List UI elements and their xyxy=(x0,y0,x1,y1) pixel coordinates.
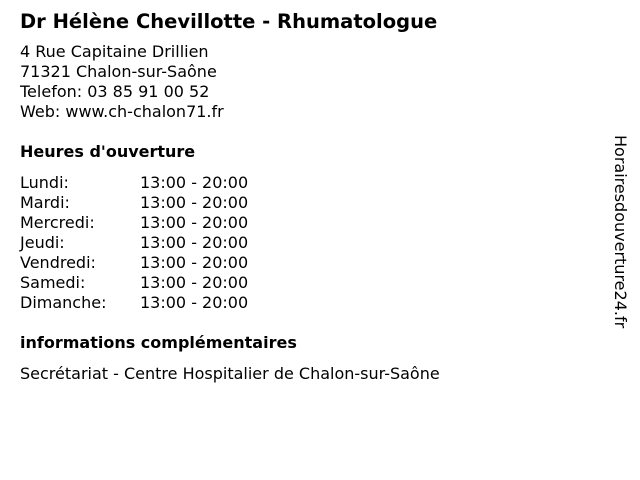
website-link: Web: www.ch-chalon71.fr xyxy=(20,102,224,121)
hours-heading: Heures d'ouverture xyxy=(20,142,196,161)
time-range: 13:00 - 20:00 xyxy=(140,193,249,212)
time-range: 13:00 - 20:00 xyxy=(140,213,249,232)
time-range: 13:00 - 20:00 xyxy=(140,273,249,292)
day-label: Samedi: xyxy=(20,273,86,292)
time-range: 13:00 - 20:00 xyxy=(140,253,249,272)
business-card xyxy=(20,8,600,384)
hours-row-wednesday xyxy=(20,213,600,233)
day-label: Mercredi: xyxy=(20,213,95,232)
street-address: 4 Rue Capitaine Drillien xyxy=(20,42,209,61)
page-title: Dr Hélène Chevillotte - Rhumatologue xyxy=(20,10,438,33)
time-range: 13:00 - 20:00 xyxy=(140,173,249,192)
city-address: 71321 Chalon-sur-Saône xyxy=(20,62,217,81)
hours-row-tuesday xyxy=(20,193,600,213)
hours-row-friday xyxy=(20,253,600,273)
day-label: Dimanche: xyxy=(20,293,107,312)
phone-number: Telefon: 03 85 91 00 52 xyxy=(20,82,210,101)
info-text: Secrétariat - Centre Hospitalier de Chalon-sur-Saône xyxy=(20,364,440,383)
time-range: 13:00 - 20:00 xyxy=(140,233,249,252)
hours-table xyxy=(20,173,600,313)
day-label: Lundi: xyxy=(20,173,69,192)
day-label: Vendredi: xyxy=(20,253,96,272)
info-heading: informations complémentaires xyxy=(20,333,297,352)
address-block xyxy=(20,42,600,122)
site-watermark: Horairesdouverture24.fr xyxy=(611,135,630,329)
hours-row-sunday xyxy=(20,293,600,313)
day-label: Jeudi: xyxy=(20,233,65,252)
hours-row-saturday xyxy=(20,273,600,293)
time-range: 13:00 - 20:00 xyxy=(140,293,249,312)
day-label: Mardi: xyxy=(20,193,70,212)
hours-row-monday xyxy=(20,173,600,193)
hours-row-thursday xyxy=(20,233,600,253)
